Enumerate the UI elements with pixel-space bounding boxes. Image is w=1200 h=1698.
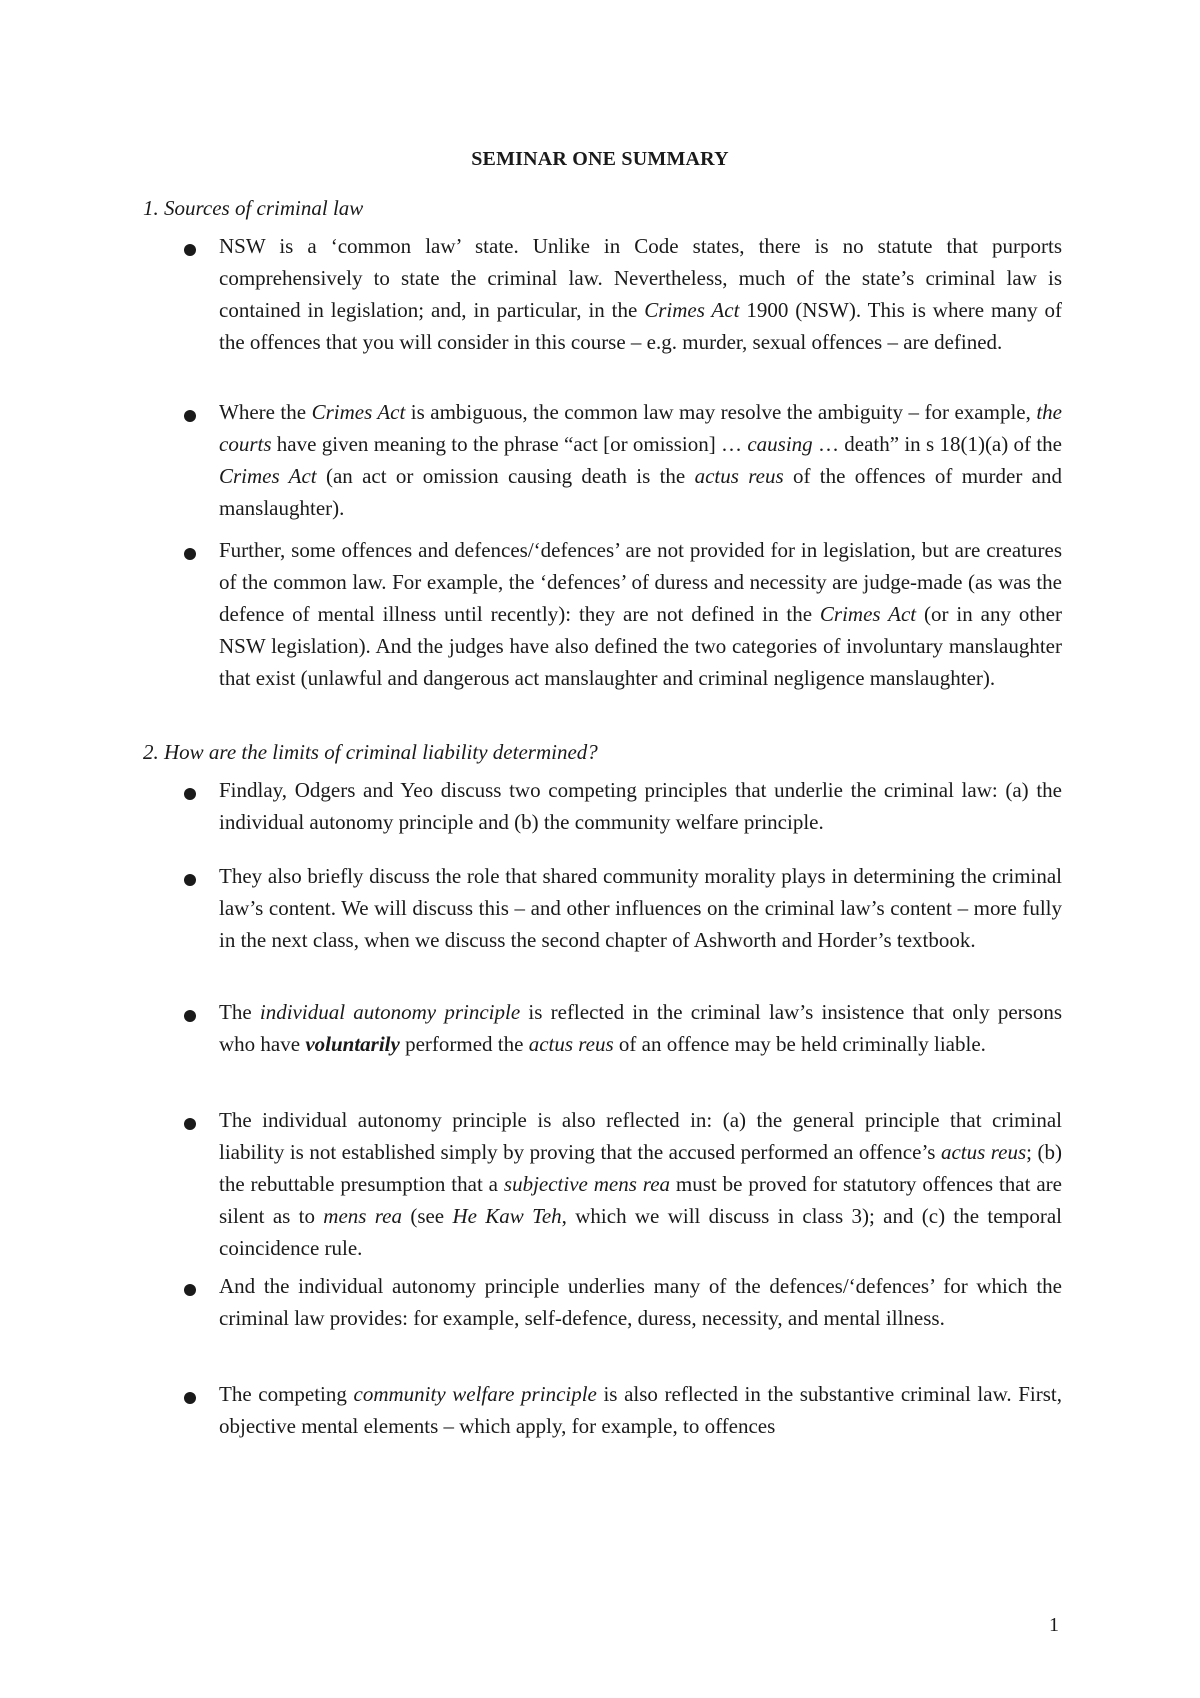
list-item: Findlay, Odgers and Yeo discuss two competing principles that underlie the criminal law: (a) the individual autonomy principle and (b) the community welfare principle. [219,778,1062,834]
list-item: The individual autonomy principle is also reflected in: (a) the general principle that criminal liability is not established simply by proving that the accused performed an offence’s actus reus; (b) the rebuttable presumption that a subjective mens rea must be proved for statutory offences that are silent as to mens rea (see He Kaw Teh, which we will discuss in class 3); and (c) the temporal coincidence rule. [219,1108,1063,1260]
bullet-icon [184,548,196,560]
list-item: The competing community welfare principle is also reflected in the substantive criminal law. First, objective mental elements – which apply, for example, to offences [219,1382,1062,1438]
list-item: The individual autonomy principle is reflected in the criminal law’s insistence that only persons who have voluntarily performed the actus reus of an offence may be held criminally liable. [219,1000,1063,1056]
bullet-icon [184,1010,196,1022]
section-heading-sources: 1. Sources of criminal law [143,196,364,220]
page-title: SEMINAR ONE SUMMARY [471,148,729,170]
list-item: Further, some offences and defences/‘defences’ are not provided for in legislation, but are creatures of the common law. For example, the ‘defences’ of duress and necessity are judge-made (as was the defence of mental illness until recently): they are not defined in the Crimes Act (or in any other NSW legislation). And the judges have also defined the two categories of involuntary manslaughter that exist (unlawful and dangerous act manslaughter and criminal negligence manslaughter). [219,538,1062,690]
bullet-icon [184,1284,196,1296]
section-heading-limits: 2. How are the limits of criminal liability determined? [143,740,598,764]
bullet-icon [184,1392,196,1404]
bullet-icon [184,788,196,800]
bullet-icon [184,410,196,422]
list-item: Where the Crimes Act is ambiguous, the common law may resolve the ambiguity – for example, the courts have given meaning to the phrase “act [or omission] … causing … death” in s 18(1)(a) of the Crimes Act (an act or omission causing death is the actus reus of the offences of murder and manslaughter). [219,400,1063,520]
bullet-icon [184,1118,196,1130]
page-number: 1 [1049,1614,1059,1636]
bullet-icon [184,874,196,886]
list-item: NSW is a ‘common law’ state. Unlike in Code states, there is no statute that purports comprehensively to state the criminal law. Nevertheless, much of the state’s criminal law is contained in legislation; and, in particular, in the Crimes Act 1900 (NSW). This is where many of the offences that you will consider in this course – e.g. murder, sexual offences – are defined. [219,234,1063,354]
bullet-icon [184,244,196,256]
list-item: And the individual autonomy principle underlies many of the defences/‘defences’ for which the criminal law provides: for example, self-defence, duress, necessity, and mental illness. [219,1274,1062,1330]
list-item: They also briefly discuss the role that shared community morality plays in determining the criminal law’s content. We will discuss this – and other influences on the criminal law’s content – more fully in the next class, when we discuss the second chapter of Ashworth and Horder’s textbook. [219,864,1062,952]
